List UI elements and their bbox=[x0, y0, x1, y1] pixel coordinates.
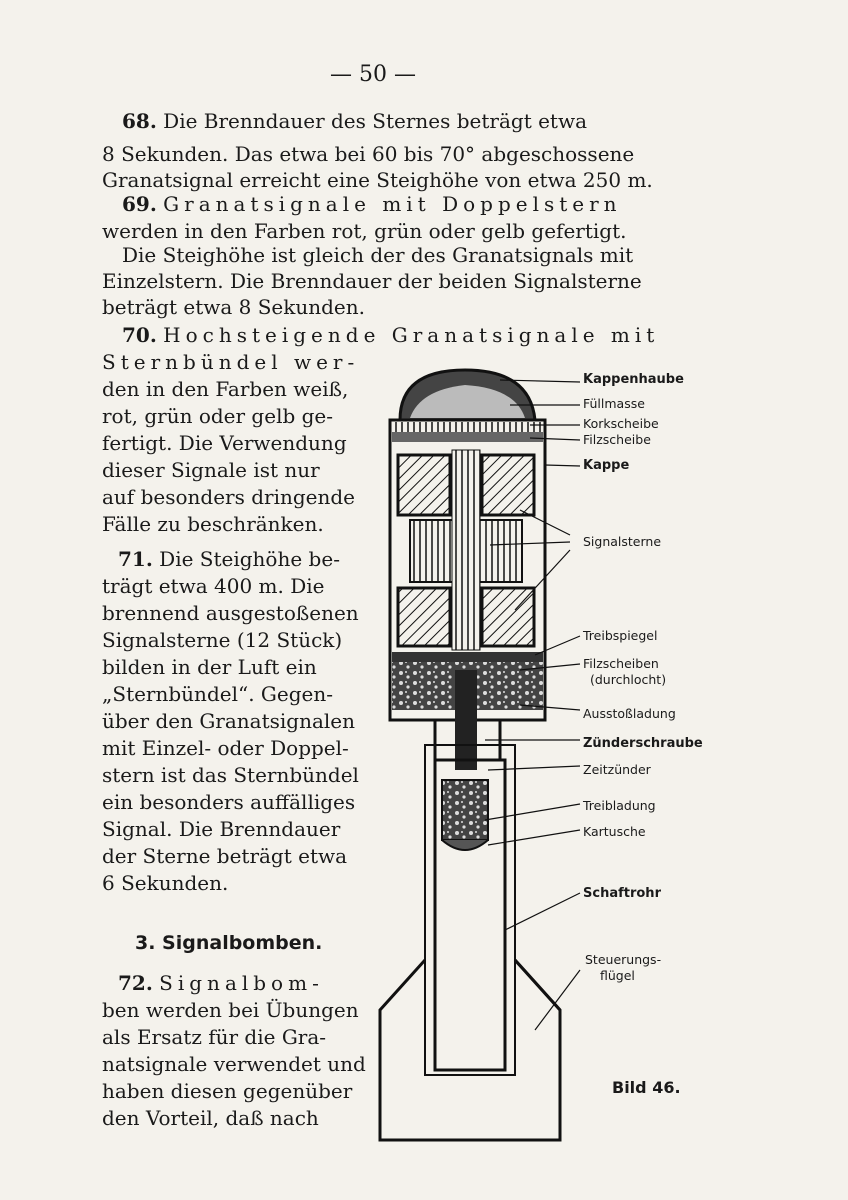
paragraph-70-line-3: den in den Farben weiß, bbox=[102, 377, 349, 401]
paragraph-68-line-2: 8 Sekunden. Das etwa bei 60 bis 70° abgeschossene bbox=[102, 142, 635, 166]
label-filzscheibe: Filzscheibe bbox=[583, 432, 651, 447]
paragraph-71-line-6: „Sternbündel“. Gegen- bbox=[102, 682, 334, 706]
paragraph-72-line-4: natsignale verwendet und bbox=[102, 1052, 366, 1076]
label-fluegel: flügel bbox=[600, 968, 635, 983]
paragraph-number: 69. bbox=[122, 192, 157, 216]
paragraph-70-line-1 bbox=[122, 322, 659, 348]
label-zuenderschraube: Zünderschraube bbox=[583, 736, 703, 751]
paragraph-69-line-5: beträgt etwa 8 Sekunden. bbox=[102, 295, 366, 319]
paragraph-70-line-5: fertigt. Die Verwendung bbox=[102, 431, 347, 455]
text-line: Signalbom- bbox=[159, 971, 324, 995]
label-zeitzuender: Zeitzünder bbox=[583, 762, 651, 777]
fuze-screw-shape bbox=[455, 670, 477, 770]
paragraph-71-line-12: der Sterne beträgt etwa bbox=[102, 844, 348, 868]
paragraph-72-line-1 bbox=[118, 970, 324, 996]
paragraph-70-line-7: auf besonders dringende bbox=[102, 485, 356, 509]
signal-star-shape bbox=[482, 455, 534, 515]
paragraph-71-line-4: Signalsterne (12 Stück) bbox=[102, 628, 343, 652]
central-core-shape bbox=[452, 450, 480, 650]
text-line: Granatsignale mit Doppelstern bbox=[163, 192, 622, 216]
signal-grenade-cross-section-diagram bbox=[370, 360, 590, 1150]
paragraph-68-line-1 bbox=[122, 108, 587, 134]
text-line: Hochsteigende Granatsignale mit bbox=[163, 323, 660, 347]
paragraph-70-line-4: rot, grün oder gelb ge- bbox=[102, 404, 334, 428]
paragraph-71-line-2: trägt etwa 400 m. Die bbox=[102, 574, 325, 598]
paragraph-number: 70. bbox=[122, 323, 157, 347]
paragraph-70-line-8: Fälle zu beschränken. bbox=[102, 512, 324, 536]
label-treibspiegel: Treibspiegel bbox=[583, 628, 658, 643]
label-filzscheiben: Filzscheiben bbox=[583, 656, 659, 671]
paragraph-69-line-2: werden in den Farben rot, grün oder gelb gefertigt. bbox=[102, 219, 627, 243]
propellant-mirror-shape bbox=[392, 652, 543, 662]
paragraph-71-line-13: 6 Sekunden. bbox=[102, 871, 229, 895]
fin-edge-shape bbox=[515, 960, 560, 1010]
text-line: Die Brenndauer des Sternes beträgt etwa bbox=[163, 109, 588, 133]
label-korkscheibe: Korkscheibe bbox=[583, 416, 659, 431]
label-steuerungs: Steuerungs- bbox=[585, 952, 662, 967]
text-line: Sternbündel wer- bbox=[102, 350, 360, 374]
paragraph-71-line-3: brennend ausgestoßenen bbox=[102, 601, 359, 625]
label-kartusche: Kartusche bbox=[583, 824, 646, 839]
paragraph-71-line-8: mit Einzel- oder Doppel- bbox=[102, 736, 349, 760]
paragraph-number: 68. bbox=[122, 109, 157, 133]
text-line: Die Steighöhe be- bbox=[159, 547, 340, 571]
paragraph-72-line-5: haben diesen gegenüber bbox=[102, 1079, 353, 1103]
signal-star-shape bbox=[482, 588, 534, 646]
cartridge-shape bbox=[442, 840, 488, 850]
paragraph-70-line-6: dieser Signale ist nur bbox=[102, 458, 320, 482]
paragraph-number: 72. bbox=[118, 971, 153, 995]
page-number: — 50 — bbox=[330, 62, 416, 87]
label-durchlocht: (durchlocht) bbox=[590, 672, 667, 687]
paragraph-71-line-10: ein besonders auffälliges bbox=[102, 790, 356, 814]
felt-disc-shape bbox=[392, 432, 543, 442]
paragraph-71-line-9: stern ist das Sternbündel bbox=[102, 763, 359, 787]
label-kappenhaube: Kappenhaube bbox=[583, 372, 684, 387]
label-fuellmasse: Füllmasse bbox=[583, 396, 645, 411]
label-signalsterne: Signalsterne bbox=[583, 534, 662, 549]
tail-fins-shape bbox=[380, 960, 560, 1140]
signal-star-shape bbox=[398, 588, 450, 646]
paragraph-71-line-7: über den Granatsignalen bbox=[102, 709, 355, 733]
paragraph-70-line-2 bbox=[102, 349, 359, 375]
paragraph-69-line-1 bbox=[122, 191, 622, 217]
paragraph-69-line-4: Einzelstern. Die Brenndauer der beiden Signalsterne bbox=[102, 269, 642, 293]
section-heading: 3. Signalbomben. bbox=[135, 932, 323, 954]
paragraph-71-line-11: Signal. Die Brenndauer bbox=[102, 817, 341, 841]
figure-caption: Bild 46. bbox=[612, 1078, 681, 1097]
cork-disc-shape bbox=[392, 422, 543, 432]
label-schaftrohr: Schaftrohr bbox=[583, 886, 661, 901]
label-treibladung: Treibladung bbox=[583, 798, 656, 813]
paragraph-71-line-1 bbox=[118, 546, 340, 572]
paragraph-72-line-2: ben werden bei Übungen bbox=[102, 998, 359, 1022]
paragraph-69-line-3: Die Steighöhe ist gleich der des Granatsignals mit bbox=[122, 243, 634, 267]
paragraph-72-line-3: als Ersatz für die Gra- bbox=[102, 1025, 327, 1049]
paragraph-68-line-3: Granatsignal erreicht eine Steighöhe von etwa 250 m. bbox=[102, 168, 653, 192]
signal-star-shape bbox=[398, 455, 450, 515]
paragraph-number: 71. bbox=[118, 547, 153, 571]
label-kappe: Kappe bbox=[583, 458, 630, 473]
paragraph-71-line-5: bilden in der Luft ein bbox=[102, 655, 317, 679]
paragraph-72-line-6: den Vorteil, daß nach bbox=[102, 1106, 319, 1130]
propellant-charge-shape bbox=[442, 780, 488, 840]
label-ausstossladung: Ausstoßladung bbox=[583, 706, 676, 721]
